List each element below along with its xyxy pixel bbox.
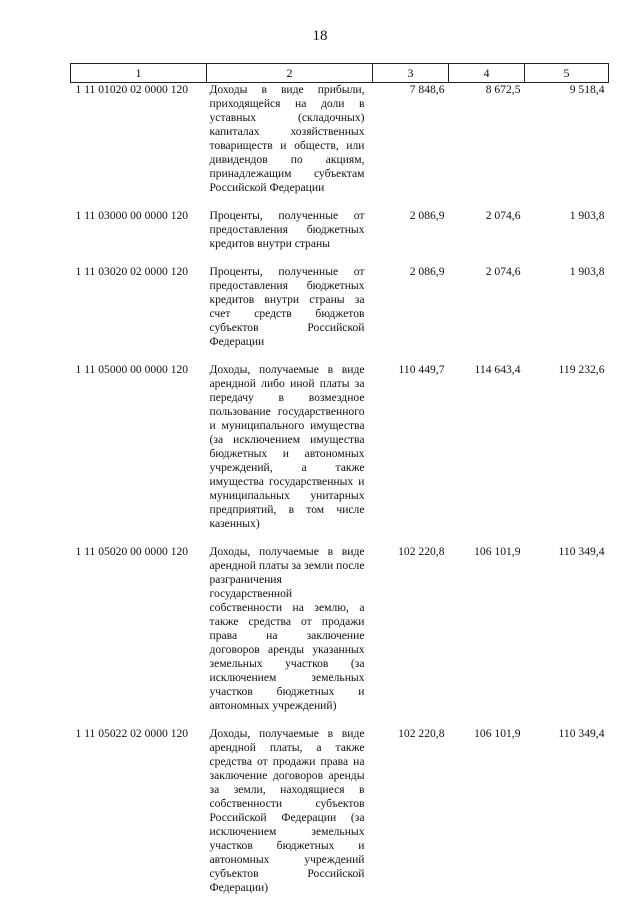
header-col-1: 1 [71,64,207,83]
value-col-4: 114 643,4 [474,363,521,376]
income-description: Проценты, полученные от предоставления бюджетных кредитов внутри страны за счет средств бюджетов субъектов Российской Федерации [209,265,365,348]
income-description: Проценты, полученные от предоставления бюджетных кредитов внутри страны [209,209,365,250]
row-spacer [71,195,609,209]
budget-code: 1 11 03000 00 0000 120 [75,209,189,222]
value-col-5: 110 349,4 [558,727,605,740]
income-description: Доходы, получаемые в виде арендной платы за земли после разграничения государственной собственности на землю, а также средства от продажи права на заключение договоров аренды указанных земельных участков (за исключением земельных участков бюджетных и автономных учреждений) [209,545,365,712]
income-description: Доходы, получаемые в виде арендной либо иной платы за передачу в возмездное пользование государственного и муниципального имущества (за исключением имущества бюджетных и автономных учреждений, а также имущества государственных и муниципальных унитарных предприятий, в том числе казенных) [209,363,365,530]
header-col-5: 5 [525,64,609,83]
value-col-5: 9 518,4 [569,83,605,96]
value-col-5: 1 903,8 [569,265,605,278]
value-col-4: 8 672,5 [485,83,521,96]
table-row [71,727,609,895]
value-col-4: 106 101,9 [474,545,521,558]
header-col-2: 2 [207,64,373,83]
budget-code: 1 11 05000 00 0000 120 [75,363,189,376]
budget-code: 1 11 03020 02 0000 120 [75,265,189,278]
value-col-3: 102 220,8 [398,727,445,740]
header-col-3: 3 [373,64,449,83]
table-row [71,265,609,349]
value-col-3: 2 086,9 [409,209,445,222]
budget-table [70,63,609,895]
value-col-4: 106 101,9 [474,727,521,740]
header-row [71,64,609,83]
table-row [71,363,609,531]
header-col-4: 4 [449,64,525,83]
value-col-3: 102 220,8 [398,545,445,558]
value-col-3: 7 848,6 [409,83,445,96]
page-number: 18 [312,28,328,44]
value-col-4: 2 074,6 [485,209,521,222]
budget-code: 1 11 05020 00 0000 120 [75,545,189,558]
value-col-3: 2 086,9 [409,265,445,278]
value-col-4: 2 074,6 [485,265,521,278]
table-body [71,83,609,896]
value-col-3: 110 449,7 [398,363,445,376]
budget-code: 1 11 05022 02 0000 120 [75,727,189,740]
budget-code: 1 11 01020 02 0000 120 [75,83,189,96]
income-description: Доходы, получаемые в виде арендной платы, а также средства от продажи права на заключение договоров аренды за земли, находящиеся в собственности субъектов Российской Федерации (за исключением земельных участков бюджетных и автономных учреждений субъектов Российской Федерации) [209,727,365,894]
table-header [71,64,609,83]
table-row [71,83,609,196]
row-spacer [71,349,609,363]
table-row [71,209,609,251]
value-col-5: 119 232,6 [558,363,605,376]
income-description: Доходы в виде прибыли, приходящейся на доли в уставных (складочных) капиталах хозяйственных товариществ и обществ, или дивидендов по акциям, принадлежащим субъектам Российской Федерации [209,83,365,194]
row-spacer [71,251,609,265]
table-row [71,545,609,713]
value-col-5: 1 903,8 [569,209,605,222]
value-col-5: 110 349,4 [558,545,605,558]
row-spacer [71,713,609,727]
row-spacer [71,531,609,545]
